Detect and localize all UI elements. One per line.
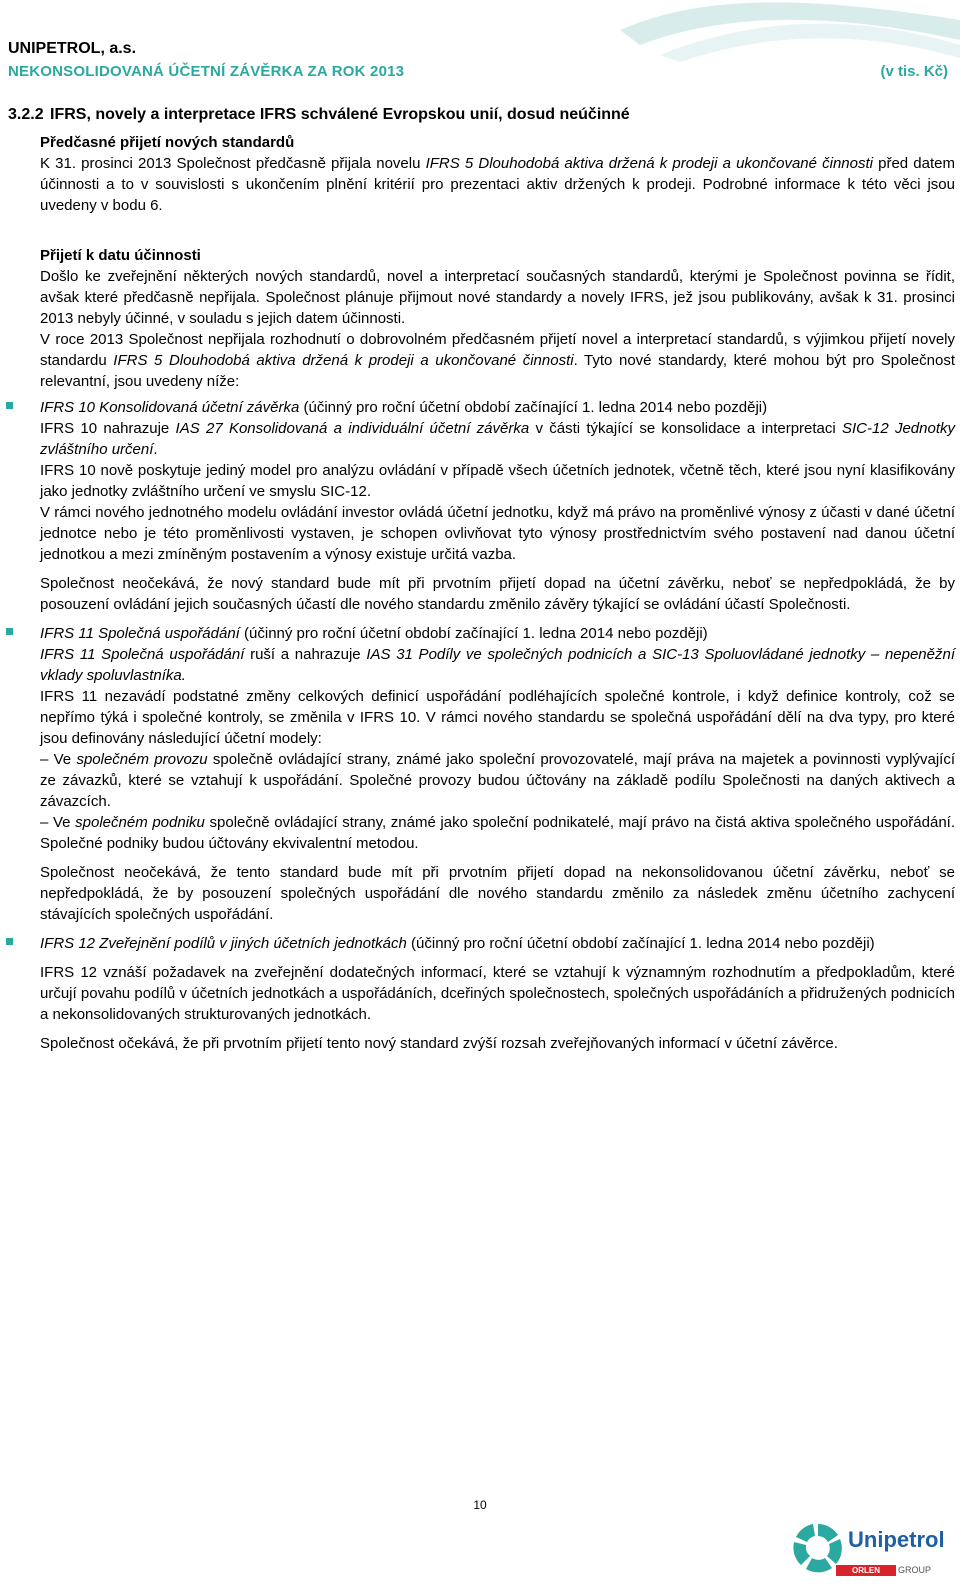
ifrs10-paragraph-1: IFRS 10 nahrazuje IAS 27 Konsolidovaná a individuální účetní závěrka v části týkající se konsolidace a interpretaci SIC-12 Jednotky zvláštního určení. bbox=[40, 420, 955, 458]
units-label: (v tis. Kč) bbox=[880, 63, 948, 80]
ifrs11-dash-item-1: – Ve společném provozu společně ovládající strany, známé jako společní provozovatelé, mají práva na majetek a povinnosti vyplývající ze závazků, které se vztahují k uspořádání. Společné provozy budou účtovány na základě podílu Společnosti na daných aktivech a závazcích. bbox=[40, 751, 955, 810]
list-item-ifrs12 bbox=[0, 933, 955, 1054]
ifrs11-dash-item-2: – Ve společném podniku společně ovládající strany, známé jako společní podnikatelé, mají právo na čistá aktiva společného uspořádání. Společné podniky budou účtovány ekvivalentní metodou. bbox=[40, 814, 955, 852]
logo-wordmark: Unipetrol bbox=[848, 1527, 945, 1552]
ifrs12-title: IFRS 12 Zveřejnění podílů v jiných účetních jednotkách (účinný pro roční účetní období začínající 1. ledna 2014 nebo později) bbox=[40, 935, 875, 952]
early-adoption-paragraph: K 31. prosinci 2013 Společnost předčasně přijala novelu IFRS 5 Dlouhodobá aktiva držená k prodeji a ukončované činnosti před datem účinnosti a to v souvislosti s ukončením plnění kritérií pro prezentaci aktiv držených k prodeji. Podrobné informace k této věci jsou uvedeny v bodu 6. bbox=[40, 155, 955, 214]
ifrs10-paragraph-4: Společnost neočekává, že nový standard bude mít při prvotním přijetí dopad na účetní závěrku, neboť se nepředpokládá, že by posouzení ovládání jejich současných účastí dle nového standardu změnilo závěry týkající se ovládání účastí Společnosti. bbox=[40, 575, 955, 613]
list-item-ifrs11 bbox=[0, 623, 955, 925]
orlen-badge: ORLEN bbox=[836, 1565, 896, 1576]
adoption-block bbox=[40, 245, 955, 392]
bullet-square-icon bbox=[6, 402, 13, 409]
ifrs11-paragraph-3: Společnost neočekává, že tento standard bude mít při prvotním přijetí dopad na nekonsolidovanou účetní závěrku, neboť se nepředpokládá, že by posouzení společných uspořádání dle nového standardu změnilo za následek změnu účetního zachycení stávajících společných uspořádání. bbox=[40, 864, 955, 923]
company-name: UNIPETROL, a.s. bbox=[8, 40, 137, 57]
bullet-square-icon bbox=[6, 938, 13, 945]
ifrs11-title: IFRS 11 Společná uspořádání (účinný pro roční účetní období začínající 1. ledna 2014 nebo později) bbox=[40, 625, 708, 642]
ifrs12-paragraph-1: IFRS 12 vznáší požadavek na zveřejnění dodatečných informací, které se vztahují k významným rozhodnutím a předpokladům, které určují povahu podílů v účetních jednotkách a uspořádáních, dceřiných společnostech, společných uspořádáních a přidružených podnicích a nekonsolidovaných strukturovaných jednotkách. bbox=[40, 964, 955, 1023]
early-adoption-block bbox=[40, 132, 955, 216]
page-number: 10 bbox=[473, 1498, 487, 1512]
standards-list bbox=[0, 397, 960, 1054]
ifrs10-title: IFRS 10 Konsolidovaná účetní závěrka (účinný pro roční účetní období začínající 1. ledna 2014 nebo později) bbox=[40, 399, 768, 416]
adoption-heading: Přijetí k datu účinnosti bbox=[40, 247, 201, 264]
section-title bbox=[8, 104, 630, 125]
list-item-ifrs10 bbox=[0, 397, 955, 615]
early-adoption-heading: Předčasné přijetí nových standardů bbox=[40, 134, 295, 151]
ifrs11-paragraph-1: IFRS 11 Společná uspořádání ruší a nahrazuje IAS 31 Podíly ve společných podnicích a SIC-13 Spoluovládané jednotky – nepeněžní vklady spoluvlastníka. bbox=[40, 646, 956, 684]
adoption-paragraph-1: Došlo ke zveřejnění některých nových standardů, novel a interpretací současných standardů, kterými je Společnost povinna se řídit, avšak které předčasně nepřijala. Společnost plánuje přijmout nové standardy a novely IFRS, jež jsou publikovány, avšak k 31. prosinci 2013 nebyly účinné, v souladu s jejich datem účinnosti. bbox=[40, 268, 955, 327]
ifrs10-paragraph-2: IFRS 10 nově poskytuje jediný model pro analýzu ovládání v případě všech účetních jednotek, včetně těch, které jsou nyní klasifikovány jako jednotky zvláštního určení ve smyslu SIC-12. bbox=[40, 462, 955, 500]
ifrs10-paragraph-3: V rámci nového jednotného modelu ovládání investor ovládá účetní jednotku, když má právo na proměnlivé výnosy z účasti v dané účetní jednotce nebo je této proměnlivosti vystaven, je schopen ovlivňovat tyto výnosy prostřednictvím svého postavení nad danou účetní jednotkou a mezi zmíněným postavením a výnosy existuje určitá vazba. bbox=[40, 504, 955, 563]
section-number: 3.2.2 bbox=[8, 106, 44, 123]
ifrs12-paragraph-2: Společnost očekává, že při prvotním přijetí tento nový standard zvýší rozsah zveřejňovaných informací v účetní závěrce. bbox=[40, 1035, 838, 1052]
adoption-paragraph-2: V roce 2013 Společnost nepřijala rozhodnutí o dobrovolném předčasném přijetí novel a interpretací standardů, s výjimkou přijetí novely standardu IFRS 5 Dlouhodobá aktiva držená k prodeji a ukončované činnosti. Tyto nové standardy, které mohou být pro Společnost relevantní, jsou uvedeny níže: bbox=[40, 331, 955, 390]
ifrs11-paragraph-2: IFRS 11 nezavádí podstatné změny celkových definicí uspořádání podléhajících společné kontrole, i když definice kontroly, což se nepřímo týká i společné kontroly, se změnila v IFRS 10. V rámci nového standardu se společná uspořádání dělí na dva typy, pro které jsou definovány následující účetní modely: bbox=[40, 688, 955, 747]
group-label: GROUP bbox=[898, 1565, 932, 1575]
report-title: NEKONSOLIDOVANÁ ÚČETNÍ ZÁVĚRKA ZA ROK 2013 bbox=[8, 63, 405, 80]
section-title-text: IFRS, novely a interpretace IFRS schválené Evropskou unií, dosud neúčinné bbox=[50, 106, 630, 123]
bullet-square-icon bbox=[6, 628, 13, 635]
